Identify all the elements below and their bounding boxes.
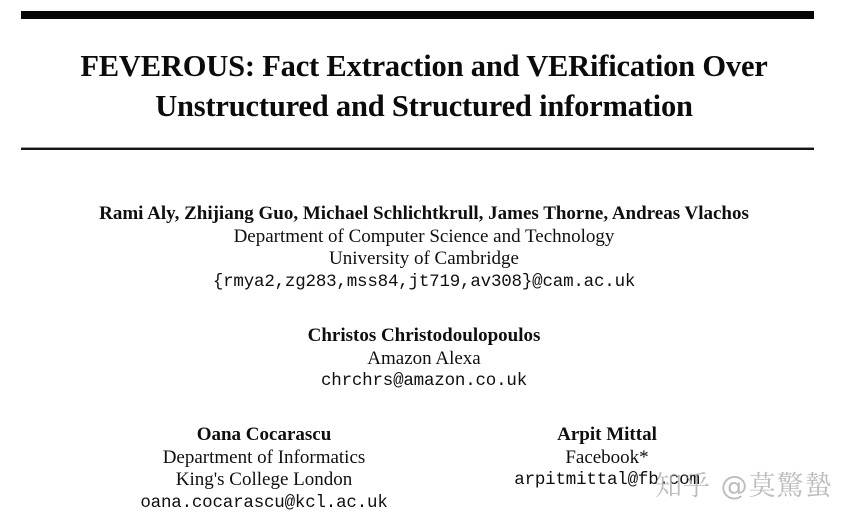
author-names: Oana Cocarascu [196,424,332,445]
author-group-cambridge [6,203,842,293]
top-rule [21,11,814,19]
email-address: oana.cocarascu@kcl.ac.uk [140,492,388,513]
affiliation-line: King's College London [175,469,353,490]
author-group-amazon [6,325,842,393]
affiliation-line: Department of Computer Science and Technology [233,225,615,247]
paper-title-line1: FEVEROUS: Fact Extraction and VERification Over [80,49,768,83]
author-columns [0,424,847,522]
affiliation-line: University of Cambridge [329,248,519,269]
title-separator-rule [21,147,814,150]
paper-title-line2: Unstructured and Structured information [155,89,693,123]
affiliation-line: Facebook* [565,446,649,468]
author-names: Arpit Mittal [557,424,657,445]
affiliation-line: Amazon Alexa [367,347,481,369]
zhihu-watermark: 知乎 @莫驚蟄 [655,471,833,502]
email-address: arpitmittal@fb.com [514,470,700,490]
author-names: Christos Christodoulopoulos [307,325,541,346]
author-group-kcl [88,424,440,514]
paper-title [6,46,842,126]
email-address: chrchrs@amazon.co.uk [320,371,528,391]
email-address: {rmya2,zg283,mss84,jt719,av308}@cam.ac.uk [212,271,636,292]
author-names: Rami Aly, Zhijiang Guo, Michael Schlichtkrull, James Thorne, Andreas Vlachos [99,203,749,224]
affiliation-line: Department of Informatics [162,446,366,468]
author-group-facebook [431,424,783,492]
